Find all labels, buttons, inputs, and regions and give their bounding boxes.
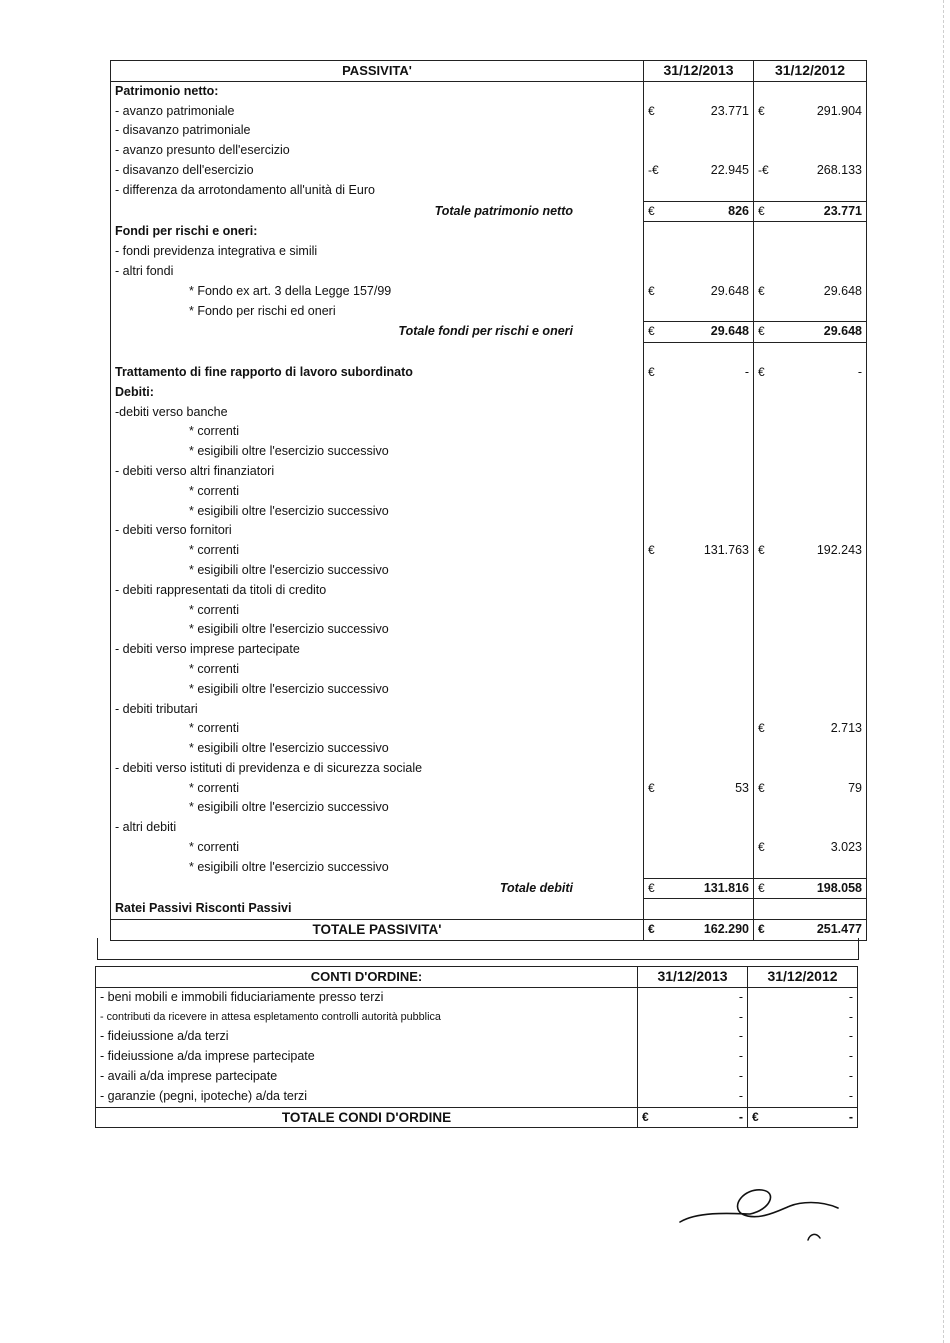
table-row [111,759,867,779]
row-label-fideiussione-a-da-terzi: - fideiussione a/da terzi [96,1027,638,1047]
row-label-correnti: * correnti [111,482,644,502]
table-row [111,620,867,640]
amount-value: - [738,1068,743,1083]
amount-value: - [738,1009,743,1024]
row-label-esigibili-oltre-l-esercizio-successivo: * esigibili oltre l'esercizio successivo [111,680,644,700]
row-label-beni-mobili-e-immobili-fiduciariamente-p: - beni mobili e immobili fiduciariamente presso terzi [96,987,638,1007]
value-2012-cell [754,798,867,818]
value-2013-cell [644,502,754,522]
row-label-correnti: * correnti [111,422,644,442]
currency-symbol: € [758,840,765,855]
value-2013-cell [644,620,754,640]
row-label-disavanzo-patrimoniale: - disavanzo patrimoniale [111,121,644,141]
currency-symbol: € [648,324,655,339]
table-row [111,222,867,242]
table-row [96,1008,858,1028]
row-label-patrimonio-netto: Patrimonio netto: [111,81,644,101]
row-label-debiti-verso-altri-finanziatori: - debiti verso altri finanziatori [111,462,644,482]
value-2012-cell [754,302,867,322]
value-2013-cell [644,161,754,181]
value-2013-cell [644,121,754,141]
table-row [96,1047,858,1067]
value-2012-cell [754,739,867,759]
table-row [111,601,867,621]
value-2013-cell [644,818,754,838]
currency-symbol: € [758,721,765,736]
amount-value: - [848,1029,853,1044]
value-2012-cell [754,322,867,343]
header-col-2012: 31/12/2012 [748,967,858,988]
table-row [111,343,867,363]
table-row [111,521,867,541]
value-2012-cell [754,838,867,858]
table-row [111,899,867,920]
table-row [111,81,867,101]
row-label-contributi-da-ricevere-in-attesa-espleta: - contributi da ricevere in attesa espletamento controlli autorità pubblica [96,1008,638,1028]
table-row [111,102,867,122]
row-label-correnti: * correnti [111,719,644,739]
row-label-trattamento-di-fine-rapporto-di-lavoro-s: Trattamento di fine rapporto di lavoro subordinato [111,363,644,383]
value-2012-cell [754,121,867,141]
row-label-debiti: Debiti: [111,383,644,403]
row-label-totale-condi-d-ordine: TOTALE CONDI D'ORDINE [96,1107,638,1128]
value-2013-cell [644,262,754,282]
amount-value: 29.648 [710,283,749,298]
table-row [111,462,867,482]
row-label-row [111,343,644,363]
amount-value: 131.816 [703,880,749,895]
table-row [96,1087,858,1107]
value-2012-cell [754,462,867,482]
row-label-esigibili-oltre-l-esercizio-successivo: * esigibili oltre l'esercizio successivo [111,739,644,759]
table-row [96,1067,858,1087]
currency-symbol: € [758,543,765,558]
value-2012-cell [754,680,867,700]
table-row [111,818,867,838]
value-2013-cell [638,1027,748,1047]
blank-separator-box [97,938,859,960]
value-2013-cell [644,739,754,759]
amount-value: - [857,364,862,379]
currency-symbol: € [648,922,655,937]
amount-value: - [738,1109,743,1124]
currency-symbol: € [648,203,655,218]
table-row [111,561,867,581]
value-2013-cell [638,1107,748,1128]
value-2012-cell [754,222,867,242]
value-2013-cell [644,302,754,322]
table-row [111,442,867,462]
amount-value: 22.945 [710,162,749,177]
value-2012-cell [754,561,867,581]
currency-symbol: € [758,203,765,218]
table-row [111,141,867,161]
value-2013-cell [644,838,754,858]
currency-symbol: € [758,283,765,298]
value-2012-cell [754,141,867,161]
amount-value: 79 [848,780,862,795]
value-2012-cell [754,181,867,201]
amount-value: 291.904 [816,103,862,118]
value-2012-cell [754,700,867,720]
value-2012-cell [748,1008,858,1028]
value-2013-cell [644,363,754,383]
value-2013-cell [644,181,754,201]
value-2012-cell [754,502,867,522]
value-2012-cell [754,878,867,899]
row-label-esigibili-oltre-l-esercizio-successivo: * esigibili oltre l'esercizio successivo [111,561,644,581]
currency-symbol: € [648,283,655,298]
row-label-avanzo-presunto-dell-esercizio: - avanzo presunto dell'esercizio [111,141,644,161]
amount-value: - [848,1088,853,1103]
row-label-fondo-ex-art-3-della-legge-157-99: * Fondo ex art. 3 della Legge 157/99 [111,282,644,302]
row-label-fondi-per-rischi-e-oneri: Fondi per rischi e oneri: [111,222,644,242]
header-title: CONTI D'ORDINE: [96,967,638,988]
table-row [96,1027,858,1047]
header-col-2013: 31/12/2013 [638,967,748,988]
amount-value: 162.290 [703,922,749,937]
amount-value: 192.243 [816,543,862,558]
table-row [111,383,867,403]
table-row [111,838,867,858]
row-label-altri-fondi: - altri fondi [111,262,644,282]
amount-value: - [848,1068,853,1083]
value-2012-cell [748,1047,858,1067]
row-label-debiti-rappresentati-da-titoli-di-credit: - debiti rappresentati da titoli di credito [111,581,644,601]
value-2012-cell [754,242,867,262]
value-2012-cell [754,521,867,541]
table-row [111,739,867,759]
amount-value: - [738,1029,743,1044]
row-label-ratei-passivi-risconti-passivi: Ratei Passivi Risconti Passivi [111,899,644,920]
amount-value: - [738,1049,743,1064]
value-2012-cell [754,601,867,621]
value-2013-cell [644,719,754,739]
row-label-esigibili-oltre-l-esercizio-successivo: * esigibili oltre l'esercizio successivo [111,442,644,462]
table-row [111,502,867,522]
value-2012-cell [754,541,867,561]
value-2013-cell [644,700,754,720]
currency-symbol: € [648,364,655,379]
value-2013-cell [644,680,754,700]
value-2013-cell [644,779,754,799]
value-2012-cell [754,858,867,878]
currency-symbol: € [758,780,765,795]
value-2012-cell [754,899,867,920]
value-2013-cell [644,858,754,878]
amount-value: - [848,1049,853,1064]
amount-value: 131.763 [703,543,749,558]
amount-value: 268.133 [816,162,862,177]
conti_ordine-header-row [96,967,858,988]
value-2012-cell [754,759,867,779]
value-2012-cell [754,422,867,442]
row-label-fideiussione-a-da-imprese-partecipate: - fideiussione a/da imprese partecipate [96,1047,638,1067]
header-col-2012: 31/12/2012 [754,61,867,82]
value-2012-cell [754,482,867,502]
row-label-totale-passivita: TOTALE PASSIVITA' [111,920,644,941]
currency-symbol: € [648,780,655,795]
value-2013-cell [644,222,754,242]
row-label-totale-fondi-per-rischi-e-oneri: Totale fondi per rischi e oneri [111,322,644,343]
row-label-correnti: * correnti [111,838,644,858]
amount-value: 251.477 [816,922,862,937]
value-2013-cell [644,442,754,462]
value-2013-cell [644,899,754,920]
row-label-debiti-tributari: - debiti tributari [111,700,644,720]
table-row [111,403,867,423]
value-2013-cell [644,462,754,482]
currency-symbol: € [648,543,655,558]
row-label-esigibili-oltre-l-esercizio-successivo: * esigibili oltre l'esercizio successivo [111,798,644,818]
amount-value: - [848,1109,853,1124]
value-2013-cell [644,601,754,621]
value-2012-cell [754,201,867,222]
amount-value: 29.648 [823,324,862,339]
table-row [111,640,867,660]
value-2012-cell [754,81,867,101]
value-2013-cell [644,878,754,899]
amount-value: - [848,1009,853,1024]
row-label-totale-debiti: Totale debiti [111,878,644,899]
passivita-header-row [111,61,867,82]
value-2012-cell [748,1067,858,1087]
amount-value: - [744,364,749,379]
amount-value: 29.648 [710,324,749,339]
table-row [96,987,858,1007]
table-row [111,161,867,181]
value-2012-cell [754,161,867,181]
handwritten-signature [670,1170,850,1250]
value-2013-cell [644,282,754,302]
value-2013-cell [644,343,754,363]
conti-ordine-table [95,966,858,1128]
amount-value: 2.713 [830,721,862,736]
value-2012-cell [754,282,867,302]
table-row [111,282,867,302]
currency-symbol: € [752,1109,759,1124]
value-2013-cell [644,322,754,343]
currency-symbol: € [758,324,765,339]
amount-value: 23.771 [710,103,749,118]
header-title: PASSIVITA' [111,61,644,82]
row-label-correnti: * correnti [111,601,644,621]
row-label-correnti: * correnti [111,779,644,799]
value-2012-cell [748,1087,858,1107]
row-label-differenza-da-arrotondamento-all-unit-di: - differenza da arrotondamento all'unità di Euro [111,181,644,201]
value-2013-cell [638,1067,748,1087]
amount-value: 3.023 [830,840,862,855]
table-row [111,262,867,282]
table-row [96,1107,858,1128]
value-2012-cell [754,383,867,403]
scan-edge [942,0,944,1343]
value-2012-cell [754,102,867,122]
row-label-garanzie-pegni-ipoteche-a-da-terzi: - garanzie (pegni, ipoteche) a/da terzi [96,1087,638,1107]
amount-value: 53 [735,780,749,795]
value-2013-cell [644,102,754,122]
table-row [111,680,867,700]
amount-value: 23.771 [823,203,862,218]
value-2012-cell [754,640,867,660]
value-2013-cell [638,1008,748,1028]
value-2012-cell [754,581,867,601]
value-2013-cell [644,561,754,581]
table-row [111,719,867,739]
table-row [111,363,867,383]
header-col-2013: 31/12/2013 [644,61,754,82]
table-row [111,201,867,222]
value-2013-cell [644,141,754,161]
value-2013-cell [644,798,754,818]
currency-symbol: € [648,103,655,118]
value-2013-cell [644,422,754,442]
value-2012-cell [754,620,867,640]
value-2013-cell [638,1087,748,1107]
currency-symbol: -€ [648,162,659,177]
row-label-disavanzo-dell-esercizio: - disavanzo dell'esercizio [111,161,644,181]
value-2013-cell [644,541,754,561]
currency-symbol: € [758,922,765,937]
row-label-debiti-verso-istituti-di-previdenza-e-di: - debiti verso istituti di previdenza e di sicurezza sociale [111,759,644,779]
row-label-debiti-verso-imprese-partecipate: - debiti verso imprese partecipate [111,640,644,660]
value-2013-cell [644,581,754,601]
table-row [111,322,867,343]
currency-symbol: € [758,880,765,895]
amount-value: 198.058 [816,880,862,895]
row-label-esigibili-oltre-l-esercizio-successivo: * esigibili oltre l'esercizio successivo [111,620,644,640]
row-label-fondo-per-rischi-ed-oneri: * Fondo per rischi ed oneri [111,302,644,322]
table-row [111,660,867,680]
value-2012-cell [754,262,867,282]
value-2012-cell [754,363,867,383]
table-row [111,302,867,322]
table-row [111,422,867,442]
value-2013-cell [644,201,754,222]
value-2012-cell [754,660,867,680]
currency-symbol: € [648,880,655,895]
value-2013-cell [644,403,754,423]
value-2012-cell [754,343,867,363]
amount-value: 826 [728,203,749,218]
table-row [111,242,867,262]
table-row [111,878,867,899]
value-2013-cell [644,660,754,680]
table-row [111,482,867,502]
value-2012-cell [754,442,867,462]
value-2013-cell [638,987,748,1007]
row-label-altri-debiti: - altri debiti [111,818,644,838]
row-label-availi-a-da-imprese-partecipate: - availi a/da imprese partecipate [96,1067,638,1087]
row-label-correnti: * correnti [111,660,644,680]
value-2012-cell [754,779,867,799]
value-2012-cell [748,987,858,1007]
value-2013-cell [644,482,754,502]
row-label-debiti-verso-banche: -debiti verso banche [111,403,644,423]
row-label-esigibili-oltre-l-esercizio-successivo: * esigibili oltre l'esercizio successivo [111,502,644,522]
value-2013-cell [638,1047,748,1067]
value-2013-cell [644,640,754,660]
value-2013-cell [644,521,754,541]
table-row [111,700,867,720]
table-row [111,798,867,818]
value-2012-cell [754,719,867,739]
table-row [111,181,867,201]
row-label-correnti: * correnti [111,541,644,561]
value-2013-cell [644,759,754,779]
value-2012-cell [748,1107,858,1128]
table-row [111,541,867,561]
row-label-fondi-previdenza-integrativa-e-simili: - fondi previdenza integrativa e simili [111,242,644,262]
value-2012-cell [748,1027,858,1047]
value-2013-cell [644,242,754,262]
row-label-totale-patrimonio-netto: Totale patrimonio netto [111,201,644,222]
value-2012-cell [754,818,867,838]
row-label-debiti-verso-fornitori: - debiti verso fornitori [111,521,644,541]
row-label-esigibili-oltre-l-esercizio-successivo: * esigibili oltre l'esercizio successivo [111,858,644,878]
value-2013-cell [644,81,754,101]
value-2012-cell [754,403,867,423]
value-2013-cell [644,383,754,403]
table-row [111,858,867,878]
table-row [111,121,867,141]
amount-value: - [738,989,743,1004]
amount-value: - [848,989,853,1004]
currency-symbol: € [642,1109,649,1124]
amount-value: 29.648 [823,283,862,298]
table-row [111,779,867,799]
currency-symbol: € [758,364,765,379]
amount-value: - [738,1088,743,1103]
row-label-avanzo-patrimoniale: - avanzo patrimoniale [111,102,644,122]
table-row [111,581,867,601]
currency-symbol: -€ [758,162,769,177]
currency-symbol: € [758,103,765,118]
passivita-table [110,60,867,941]
